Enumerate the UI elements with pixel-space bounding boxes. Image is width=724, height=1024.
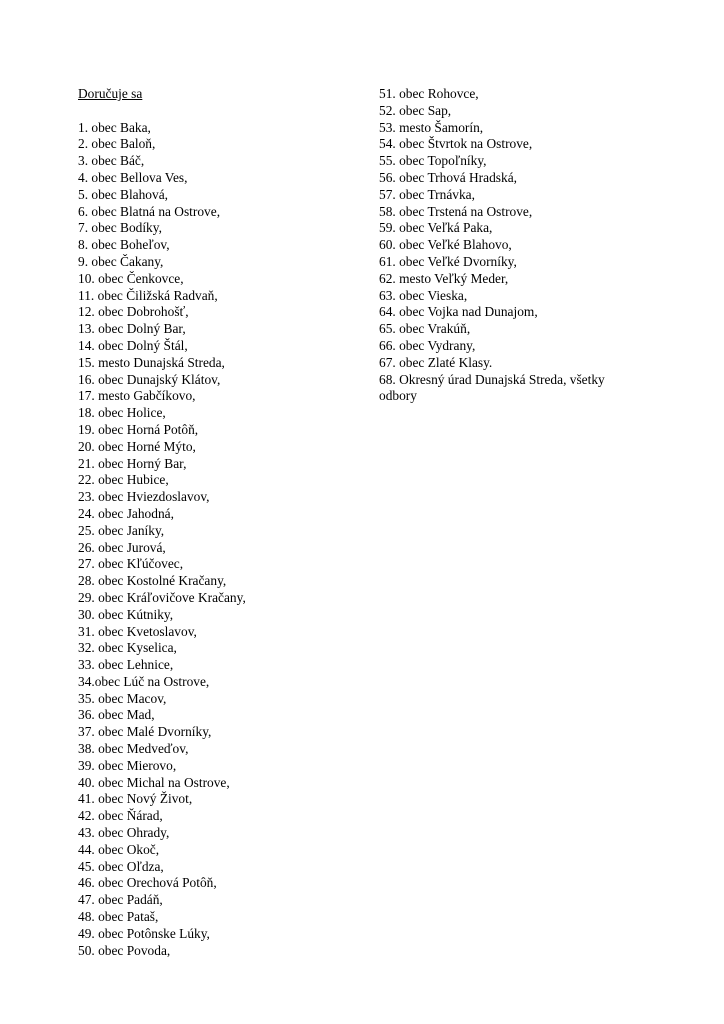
recipient-item: 44. obec Okoč, bbox=[78, 841, 160, 857]
recipient-item: 56. obec Trhová Hradská, bbox=[379, 169, 517, 185]
recipient-item: 61. obec Veľké Dvorníky, bbox=[379, 253, 517, 269]
recipient-item: 15. mesto Dunajská Streda, bbox=[78, 354, 225, 370]
recipient-item: 19. obec Horná Potôň, bbox=[78, 421, 199, 437]
recipient-item: 20. obec Horné Mýto, bbox=[78, 438, 196, 454]
recipient-item: 51. obec Rohovce, bbox=[379, 86, 479, 101]
left-column bbox=[78, 86, 358, 959]
recipient-item: 57. obec Trnávka, bbox=[379, 186, 475, 202]
spacer bbox=[78, 103, 358, 120]
recipient-item: 6. obec Blatná na Ostrove, bbox=[78, 203, 221, 219]
recipient-item: 22. obec Hubice, bbox=[78, 472, 169, 488]
recipient-item: 1. obec Baka, bbox=[78, 119, 151, 135]
recipient-item: 47. obec Padáň, bbox=[78, 892, 163, 908]
recipient-item: 65. obec Vrakúň, bbox=[379, 321, 471, 337]
recipient-item: 41. obec Nový Život, bbox=[78, 791, 193, 807]
recipient-item: 29. obec Kráľovičove Kračany, bbox=[78, 589, 246, 605]
recipient-item: 31. obec Kvetoslavov, bbox=[78, 623, 197, 639]
recipient-item: 59. obec Veľká Paka, bbox=[379, 220, 493, 236]
recipient-item: 10. obec Čenkovce, bbox=[78, 270, 184, 286]
left-recipient-list bbox=[78, 120, 358, 960]
recipient-item: 14. obec Dolný Štál, bbox=[78, 337, 188, 353]
recipient-item: 13. obec Dolný Bar, bbox=[78, 321, 186, 337]
recipient-item: 23. obec Hviezdoslavov, bbox=[78, 489, 210, 505]
recipient-item: 30. obec Kútniky, bbox=[78, 606, 174, 622]
recipient-item: 24. obec Jahodná, bbox=[78, 505, 174, 521]
recipient-item: 63. obec Vieska, bbox=[379, 287, 468, 303]
recipient-item: 33. obec Lehnice, bbox=[78, 657, 174, 673]
recipient-item: 37. obec Malé Dvorníky, bbox=[78, 724, 212, 740]
recipient-item: 66. obec Vydrany, bbox=[379, 337, 476, 353]
recipient-item: 46. obec Orechová Potôň, bbox=[78, 875, 217, 891]
recipient-item: 2. obec Baloň, bbox=[78, 136, 156, 152]
recipient-item: 16. obec Dunajský Klátov, bbox=[78, 371, 221, 387]
recipient-item: 3. obec Báč, bbox=[78, 153, 145, 169]
recipient-item: 36. obec Mad, bbox=[78, 707, 155, 723]
heading-dorucuje-sa: Doručuje sa bbox=[78, 86, 143, 101]
recipient-item-68-line1: 68. Okresný úrad Dunajská Streda, všetky bbox=[379, 371, 605, 387]
recipient-item: 9. obec Čakany, bbox=[78, 253, 164, 269]
recipient-item: 64. obec Vojka nad Dunajom, bbox=[379, 304, 538, 320]
recipient-item: 67. obec Zlaté Klasy. bbox=[379, 354, 493, 370]
recipient-item: 17. mesto Gabčíkovo, bbox=[78, 388, 196, 404]
recipient-item: 7. obec Bodíky, bbox=[78, 220, 162, 236]
recipient-item: 27. obec Kľúčovec, bbox=[78, 556, 184, 572]
recipient-item: 28. obec Kostolné Kračany, bbox=[78, 573, 227, 589]
recipient-item: 25. obec Janíky, bbox=[78, 522, 165, 538]
recipient-item: 34.obec Lúč na Ostrove, bbox=[78, 673, 210, 689]
recipient-item: 45. obec Oľdza, bbox=[78, 858, 164, 874]
recipient-item: 21. obec Horný Bar, bbox=[78, 455, 187, 471]
recipient-item: 49. obec Potônske Lúky, bbox=[78, 925, 210, 941]
recipient-item: 54. obec Štvrtok na Ostrove, bbox=[379, 136, 533, 152]
recipient-item: 39. obec Mierovo, bbox=[78, 757, 177, 773]
right-recipient-list bbox=[379, 86, 679, 372]
recipient-item: 52. obec Sap, bbox=[379, 102, 452, 118]
recipient-item: 55. obec Topoľníky, bbox=[379, 153, 487, 169]
recipient-item: 42. obec Ňárad, bbox=[78, 808, 163, 824]
recipient-item: 38. obec Medveďov, bbox=[78, 741, 189, 757]
recipient-item: 48. obec Pataš, bbox=[78, 909, 159, 925]
recipient-item: 40. obec Michal na Ostrove, bbox=[78, 774, 230, 790]
recipient-item-68-line2: odbory bbox=[379, 388, 417, 404]
recipient-item: 5. obec Blahová, bbox=[78, 186, 168, 202]
right-column bbox=[379, 86, 679, 405]
recipient-item: 32. obec Kyselica, bbox=[78, 640, 177, 656]
recipient-item: 58. obec Trstená na Ostrove, bbox=[379, 203, 533, 219]
recipient-item: 43. obec Ohrady, bbox=[78, 825, 170, 841]
recipient-item: 26. obec Jurová, bbox=[78, 539, 166, 555]
recipient-item: 4. obec Bellova Ves, bbox=[78, 169, 188, 185]
recipient-item: 12. obec Dobrohošť, bbox=[78, 304, 189, 320]
recipient-item: 18. obec Holice, bbox=[78, 405, 166, 421]
recipient-item: 53. mesto Šamorín, bbox=[379, 119, 484, 135]
recipient-item: 35. obec Macov, bbox=[78, 690, 167, 706]
recipient-item: 60. obec Veľké Blahovo, bbox=[379, 237, 512, 253]
recipient-item: 11. obec Čiližská Radvaň, bbox=[78, 287, 218, 303]
recipient-item: 8. obec Boheľov, bbox=[78, 237, 170, 253]
recipient-item: 62. mesto Veľký Meder, bbox=[379, 270, 509, 286]
recipient-item: 50. obec Povoda, bbox=[78, 942, 171, 958]
